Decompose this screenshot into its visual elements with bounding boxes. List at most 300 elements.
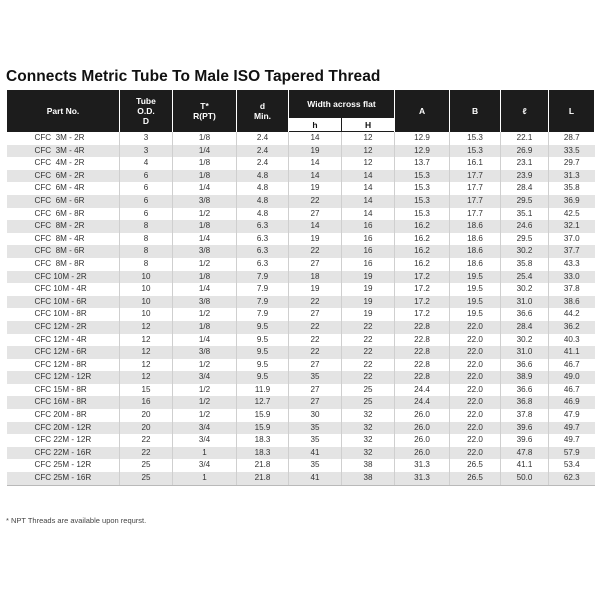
cell-width-H: 22 [342, 334, 395, 347]
cell-width-h: 35 [289, 459, 342, 472]
cell-thread-t: 1/2 [173, 396, 237, 409]
cell-dim-a: 13.7 [395, 157, 450, 170]
cell-width-h: 19 [289, 145, 342, 158]
header-tube-od: Tube O.D. D [120, 90, 173, 132]
table-row [7, 296, 595, 309]
cell-dim-l-small: 31.0 [501, 296, 549, 309]
cell-width-h: 35 [289, 422, 342, 435]
cell-dim-a: 15.3 [395, 208, 450, 221]
cell-dim-a: 22.8 [395, 346, 450, 359]
cell-width-h: 41 [289, 447, 342, 460]
cell-dim-l-large: 44.2 [549, 308, 595, 321]
cell-width-h: 14 [289, 157, 342, 170]
cell-tube-od: 15 [120, 384, 173, 397]
cell-dim-l-small: 39.6 [501, 422, 549, 435]
cell-dim-b: 17.7 [450, 195, 501, 208]
cell-width-h: 14 [289, 170, 342, 183]
cell-width-H: 22 [342, 346, 395, 359]
cell-width-H: 14 [342, 170, 395, 183]
table-row [7, 233, 595, 246]
cell-tube-od: 8 [120, 233, 173, 246]
cell-width-H: 38 [342, 459, 395, 472]
cell-thread-t: 1/8 [173, 132, 237, 145]
cell-width-H: 14 [342, 182, 395, 195]
cell-dim-l-small: 35.8 [501, 258, 549, 271]
cell-dim-b: 18.6 [450, 245, 501, 258]
cell-tube-od: 12 [120, 359, 173, 372]
cell-part-no: CFC 6M - 8R [7, 208, 120, 221]
cell-d-min: 6.3 [237, 245, 289, 258]
table-row [7, 334, 595, 347]
cell-tube-od: 3 [120, 145, 173, 158]
cell-thread-t: 3/8 [173, 245, 237, 258]
cell-dim-l-large: 38.6 [549, 296, 595, 309]
cell-dim-a: 22.8 [395, 359, 450, 372]
cell-d-min: 18.3 [237, 434, 289, 447]
cell-width-H: 22 [342, 359, 395, 372]
cell-dim-b: 22.0 [450, 422, 501, 435]
cell-dim-l-large: 33.0 [549, 271, 595, 284]
cell-d-min: 2.4 [237, 157, 289, 170]
cell-thread-t: 1/8 [173, 157, 237, 170]
cell-dim-l-small: 36.6 [501, 384, 549, 397]
cell-width-H: 22 [342, 371, 395, 384]
cell-dim-b: 18.6 [450, 258, 501, 271]
table-row [7, 447, 595, 460]
cell-width-h: 14 [289, 132, 342, 145]
cell-width-h: 19 [289, 233, 342, 246]
cell-thread-t: 1/8 [173, 321, 237, 334]
cell-dim-b: 22.0 [450, 409, 501, 422]
cell-thread-t: 3/8 [173, 346, 237, 359]
cell-dim-b: 17.7 [450, 170, 501, 183]
cell-dim-b: 18.6 [450, 233, 501, 246]
cell-width-h: 18 [289, 271, 342, 284]
cell-tube-od: 25 [120, 459, 173, 472]
cell-thread-t: 1/4 [173, 233, 237, 246]
cell-dim-l-large: 29.7 [549, 157, 595, 170]
cell-thread-t: 3/4 [173, 422, 237, 435]
cell-d-min: 7.9 [237, 283, 289, 296]
page-title: Connects Metric Tube To Male ISO Tapered Thread [6, 68, 381, 85]
cell-dim-b: 17.7 [450, 208, 501, 221]
cell-d-min: 4.8 [237, 208, 289, 221]
header-h-large: H [342, 118, 395, 132]
cell-dim-l-small: 38.9 [501, 371, 549, 384]
cell-dim-b: 22.0 [450, 384, 501, 397]
cell-dim-b: 18.6 [450, 220, 501, 233]
cell-dim-b: 19.5 [450, 271, 501, 284]
cell-tube-od: 4 [120, 157, 173, 170]
cell-width-h: 35 [289, 434, 342, 447]
cell-dim-a: 22.8 [395, 334, 450, 347]
cell-dim-l-small: 35.1 [501, 208, 549, 221]
table-row [7, 258, 595, 271]
cell-dim-b: 22.0 [450, 371, 501, 384]
cell-dim-a: 12.9 [395, 132, 450, 145]
cell-d-min: 9.5 [237, 321, 289, 334]
header-b: B [450, 90, 501, 132]
cell-width-H: 16 [342, 233, 395, 246]
table-row [7, 422, 595, 435]
table-row [7, 271, 595, 284]
cell-thread-t: 1/4 [173, 145, 237, 158]
cell-thread-t: 3/8 [173, 195, 237, 208]
cell-thread-t: 1/8 [173, 271, 237, 284]
cell-dim-a: 22.8 [395, 321, 450, 334]
cell-tube-od: 6 [120, 195, 173, 208]
table-row [7, 371, 595, 384]
cell-width-h: 35 [289, 371, 342, 384]
cell-dim-l-large: 36.9 [549, 195, 595, 208]
cell-dim-l-large: 35.8 [549, 182, 595, 195]
cell-part-no: CFC 6M - 4R [7, 182, 120, 195]
cell-dim-l-small: 47.8 [501, 447, 549, 460]
cell-thread-t: 3/8 [173, 296, 237, 309]
cell-part-no: CFC 10M - 4R [7, 283, 120, 296]
cell-tube-od: 22 [120, 434, 173, 447]
table-row [7, 283, 595, 296]
cell-dim-l-small: 37.8 [501, 409, 549, 422]
table-row [7, 132, 595, 145]
cell-width-H: 32 [342, 434, 395, 447]
cell-dim-l-small: 25.4 [501, 271, 549, 284]
cell-dim-b: 22.0 [450, 359, 501, 372]
cell-width-h: 27 [289, 308, 342, 321]
cell-dim-l-large: 49.0 [549, 371, 595, 384]
cell-part-no: CFC 10M - 2R [7, 271, 120, 284]
cell-tube-od: 10 [120, 271, 173, 284]
cell-dim-l-small: 50.0 [501, 472, 549, 485]
cell-dim-l-small: 30.2 [501, 245, 549, 258]
cell-dim-a: 16.2 [395, 258, 450, 271]
cell-dim-l-large: 49.7 [549, 434, 595, 447]
header-a: A [395, 90, 450, 132]
table-row [7, 434, 595, 447]
cell-part-no: CFC 20M - 8R [7, 409, 120, 422]
cell-width-H: 16 [342, 220, 395, 233]
cell-dim-a: 26.0 [395, 409, 450, 422]
cell-dim-a: 15.3 [395, 170, 450, 183]
cell-thread-t: 1/8 [173, 220, 237, 233]
cell-dim-l-large: 42.5 [549, 208, 595, 221]
cell-dim-l-small: 36.8 [501, 396, 549, 409]
cell-tube-od: 8 [120, 220, 173, 233]
cell-dim-b: 16.1 [450, 157, 501, 170]
cell-part-no: CFC 12M - 12R [7, 371, 120, 384]
cell-dim-l-large: 32.1 [549, 220, 595, 233]
cell-thread-t: 1/2 [173, 308, 237, 321]
cell-tube-od: 20 [120, 422, 173, 435]
cell-dim-l-large: 33.5 [549, 145, 595, 158]
cell-thread-t: 3/4 [173, 459, 237, 472]
cell-dim-l-large: 49.7 [549, 422, 595, 435]
cell-width-H: 38 [342, 472, 395, 485]
cell-width-H: 19 [342, 308, 395, 321]
cell-dim-l-large: 46.7 [549, 359, 595, 372]
cell-tube-od: 3 [120, 132, 173, 145]
cell-part-no: CFC 25M - 16R [7, 472, 120, 485]
cell-thread-t: 1/2 [173, 208, 237, 221]
cell-d-min: 4.8 [237, 170, 289, 183]
header-width-across-flat: Width across flat [289, 90, 395, 118]
table-row [7, 245, 595, 258]
cell-tube-od: 12 [120, 371, 173, 384]
cell-part-no: CFC 8M - 8R [7, 258, 120, 271]
cell-part-no: CFC 3M - 4R [7, 145, 120, 158]
cell-tube-od: 25 [120, 472, 173, 485]
cell-dim-l-small: 36.6 [501, 308, 549, 321]
cell-dim-b: 22.0 [450, 334, 501, 347]
cell-d-min: 15.9 [237, 409, 289, 422]
cell-dim-l-large: 47.9 [549, 409, 595, 422]
cell-d-min: 11.9 [237, 384, 289, 397]
cell-dim-a: 17.2 [395, 308, 450, 321]
cell-dim-a: 31.3 [395, 472, 450, 485]
cell-dim-b: 19.5 [450, 296, 501, 309]
cell-dim-a: 17.2 [395, 283, 450, 296]
cell-part-no: CFC 22M - 16R [7, 447, 120, 460]
cell-tube-od: 10 [120, 283, 173, 296]
cell-dim-a: 24.4 [395, 396, 450, 409]
cell-d-min: 9.5 [237, 371, 289, 384]
cell-dim-l-large: 37.8 [549, 283, 595, 296]
cell-d-min: 4.8 [237, 182, 289, 195]
cell-width-h: 22 [289, 346, 342, 359]
cell-d-min: 4.8 [237, 195, 289, 208]
cell-width-h: 19 [289, 182, 342, 195]
cell-d-min: 2.4 [237, 145, 289, 158]
cell-part-no: CFC 25M - 12R [7, 459, 120, 472]
cell-dim-l-small: 22.1 [501, 132, 549, 145]
table-row [7, 182, 595, 195]
cell-tube-od: 12 [120, 346, 173, 359]
table-row [7, 220, 595, 233]
cell-thread-t: 1/8 [173, 170, 237, 183]
cell-dim-b: 22.0 [450, 396, 501, 409]
cell-dim-b: 22.0 [450, 434, 501, 447]
header-d-min: d Min. [237, 90, 289, 132]
cell-dim-l-small: 28.4 [501, 321, 549, 334]
cell-width-h: 22 [289, 296, 342, 309]
cell-dim-l-small: 24.6 [501, 220, 549, 233]
cell-width-H: 19 [342, 296, 395, 309]
cell-dim-l-large: 46.7 [549, 384, 595, 397]
cell-part-no: CFC 3M - 2R [7, 132, 120, 145]
cell-d-min: 2.4 [237, 132, 289, 145]
cell-thread-t: 1 [173, 447, 237, 460]
cell-width-h: 27 [289, 258, 342, 271]
cell-width-h: 19 [289, 283, 342, 296]
cell-part-no: CFC 12M - 8R [7, 359, 120, 372]
cell-d-min: 21.8 [237, 459, 289, 472]
cell-d-min: 9.5 [237, 359, 289, 372]
table-row [7, 208, 595, 221]
cell-d-min: 6.3 [237, 233, 289, 246]
cell-dim-b: 26.5 [450, 472, 501, 485]
cell-tube-od: 8 [120, 258, 173, 271]
cell-width-H: 19 [342, 283, 395, 296]
cell-dim-b: 22.0 [450, 346, 501, 359]
table-row [7, 145, 595, 158]
cell-width-h: 14 [289, 220, 342, 233]
cell-part-no: CFC 10M - 6R [7, 296, 120, 309]
cell-width-H: 14 [342, 208, 395, 221]
cell-dim-l-small: 28.4 [501, 182, 549, 195]
footnote: * NPT Threads are available upon requrst. [6, 516, 147, 525]
cell-dim-a: 16.2 [395, 220, 450, 233]
cell-part-no: CFC 8M - 6R [7, 245, 120, 258]
table-row [7, 321, 595, 334]
cell-width-H: 25 [342, 384, 395, 397]
header-part-no: Part No. [7, 90, 120, 132]
cell-dim-a: 16.2 [395, 233, 450, 246]
cell-dim-l-small: 29.5 [501, 233, 549, 246]
cell-dim-b: 15.3 [450, 145, 501, 158]
cell-d-min: 7.9 [237, 296, 289, 309]
cell-dim-l-small: 30.2 [501, 283, 549, 296]
cell-part-no: CFC 12M - 4R [7, 334, 120, 347]
cell-dim-a: 26.0 [395, 422, 450, 435]
table-row [7, 308, 595, 321]
cell-thread-t: 3/4 [173, 434, 237, 447]
table-body [7, 132, 595, 486]
cell-dim-l-large: 41.1 [549, 346, 595, 359]
cell-dim-l-large: 43.3 [549, 258, 595, 271]
cell-dim-l-small: 31.0 [501, 346, 549, 359]
cell-dim-a: 15.3 [395, 182, 450, 195]
cell-dim-l-large: 57.9 [549, 447, 595, 460]
cell-dim-b: 19.5 [450, 283, 501, 296]
cell-width-H: 32 [342, 422, 395, 435]
cell-part-no: CFC 16M - 8R [7, 396, 120, 409]
cell-width-H: 32 [342, 409, 395, 422]
cell-width-H: 25 [342, 396, 395, 409]
cell-tube-od: 8 [120, 245, 173, 258]
cell-dim-l-large: 46.9 [549, 396, 595, 409]
cell-d-min: 9.5 [237, 346, 289, 359]
header-l-large: L [549, 90, 595, 132]
cell-dim-l-small: 29.5 [501, 195, 549, 208]
cell-dim-b: 22.0 [450, 321, 501, 334]
cell-width-h: 27 [289, 359, 342, 372]
cell-dim-l-large: 36.2 [549, 321, 595, 334]
cell-dim-b: 17.7 [450, 182, 501, 195]
cell-dim-a: 15.3 [395, 195, 450, 208]
cell-part-no: CFC 15M - 8R [7, 384, 120, 397]
header-l-small: ℓ [501, 90, 549, 132]
cell-dim-l-large: 37.0 [549, 233, 595, 246]
cell-width-h: 22 [289, 245, 342, 258]
cell-dim-b: 26.5 [450, 459, 501, 472]
cell-width-h: 22 [289, 195, 342, 208]
cell-width-H: 12 [342, 132, 395, 145]
cell-dim-a: 22.8 [395, 371, 450, 384]
cell-thread-t: 3/4 [173, 371, 237, 384]
cell-width-H: 22 [342, 321, 395, 334]
cell-width-h: 30 [289, 409, 342, 422]
cell-d-min: 6.3 [237, 220, 289, 233]
cell-tube-od: 20 [120, 409, 173, 422]
cell-dim-a: 31.3 [395, 459, 450, 472]
cell-d-min: 7.9 [237, 271, 289, 284]
cell-tube-od: 12 [120, 321, 173, 334]
cell-thread-t: 1/4 [173, 283, 237, 296]
cell-part-no: CFC 12M - 2R [7, 321, 120, 334]
cell-dim-l-large: 37.7 [549, 245, 595, 258]
cell-d-min: 7.9 [237, 308, 289, 321]
cell-width-H: 16 [342, 258, 395, 271]
cell-part-no: CFC 6M - 6R [7, 195, 120, 208]
cell-thread-t: 1/2 [173, 384, 237, 397]
cell-part-no: CFC 12M - 6R [7, 346, 120, 359]
cell-width-H: 32 [342, 447, 395, 460]
cell-tube-od: 16 [120, 396, 173, 409]
cell-width-H: 16 [342, 245, 395, 258]
cell-width-h: 27 [289, 208, 342, 221]
cell-part-no: CFC 8M - 4R [7, 233, 120, 246]
cell-dim-a: 16.2 [395, 245, 450, 258]
header-thread-t: T* R(PT) [173, 90, 237, 132]
cell-dim-a: 17.2 [395, 296, 450, 309]
table-row [7, 459, 595, 472]
cell-dim-l-large: 40.3 [549, 334, 595, 347]
cell-thread-t: 1 [173, 472, 237, 485]
cell-dim-l-small: 23.1 [501, 157, 549, 170]
cell-dim-l-large: 28.7 [549, 132, 595, 145]
cell-dim-l-large: 31.3 [549, 170, 595, 183]
cell-thread-t: 1/2 [173, 258, 237, 271]
cell-part-no: CFC 6M - 2R [7, 170, 120, 183]
cell-tube-od: 10 [120, 296, 173, 309]
cell-d-min: 9.5 [237, 334, 289, 347]
table-row [7, 346, 595, 359]
table-row [7, 170, 595, 183]
cell-part-no: CFC 22M - 12R [7, 434, 120, 447]
cell-d-min: 21.8 [237, 472, 289, 485]
cell-thread-t: 1/4 [173, 182, 237, 195]
cell-dim-l-small: 26.9 [501, 145, 549, 158]
cell-dim-a: 24.4 [395, 384, 450, 397]
cell-dim-l-large: 53.4 [549, 459, 595, 472]
cell-width-h: 22 [289, 321, 342, 334]
cell-tube-od: 12 [120, 334, 173, 347]
cell-width-H: 12 [342, 145, 395, 158]
cell-width-h: 22 [289, 334, 342, 347]
spec-table [6, 90, 595, 486]
cell-dim-l-small: 30.2 [501, 334, 549, 347]
cell-width-h: 27 [289, 396, 342, 409]
cell-dim-b: 19.5 [450, 308, 501, 321]
cell-dim-a: 12.9 [395, 145, 450, 158]
cell-thread-t: 1/2 [173, 409, 237, 422]
cell-dim-b: 15.3 [450, 132, 501, 145]
cell-tube-od: 6 [120, 182, 173, 195]
table-row [7, 409, 595, 422]
table-row [7, 396, 595, 409]
cell-d-min: 6.3 [237, 258, 289, 271]
cell-dim-a: 26.0 [395, 434, 450, 447]
cell-width-H: 12 [342, 157, 395, 170]
cell-part-no: CFC 8M - 2R [7, 220, 120, 233]
cell-width-h: 41 [289, 472, 342, 485]
table-row [7, 472, 595, 485]
table-row [7, 157, 595, 170]
cell-tube-od: 10 [120, 308, 173, 321]
cell-part-no: CFC 10M - 8R [7, 308, 120, 321]
cell-d-min: 12.7 [237, 396, 289, 409]
cell-d-min: 18.3 [237, 447, 289, 460]
